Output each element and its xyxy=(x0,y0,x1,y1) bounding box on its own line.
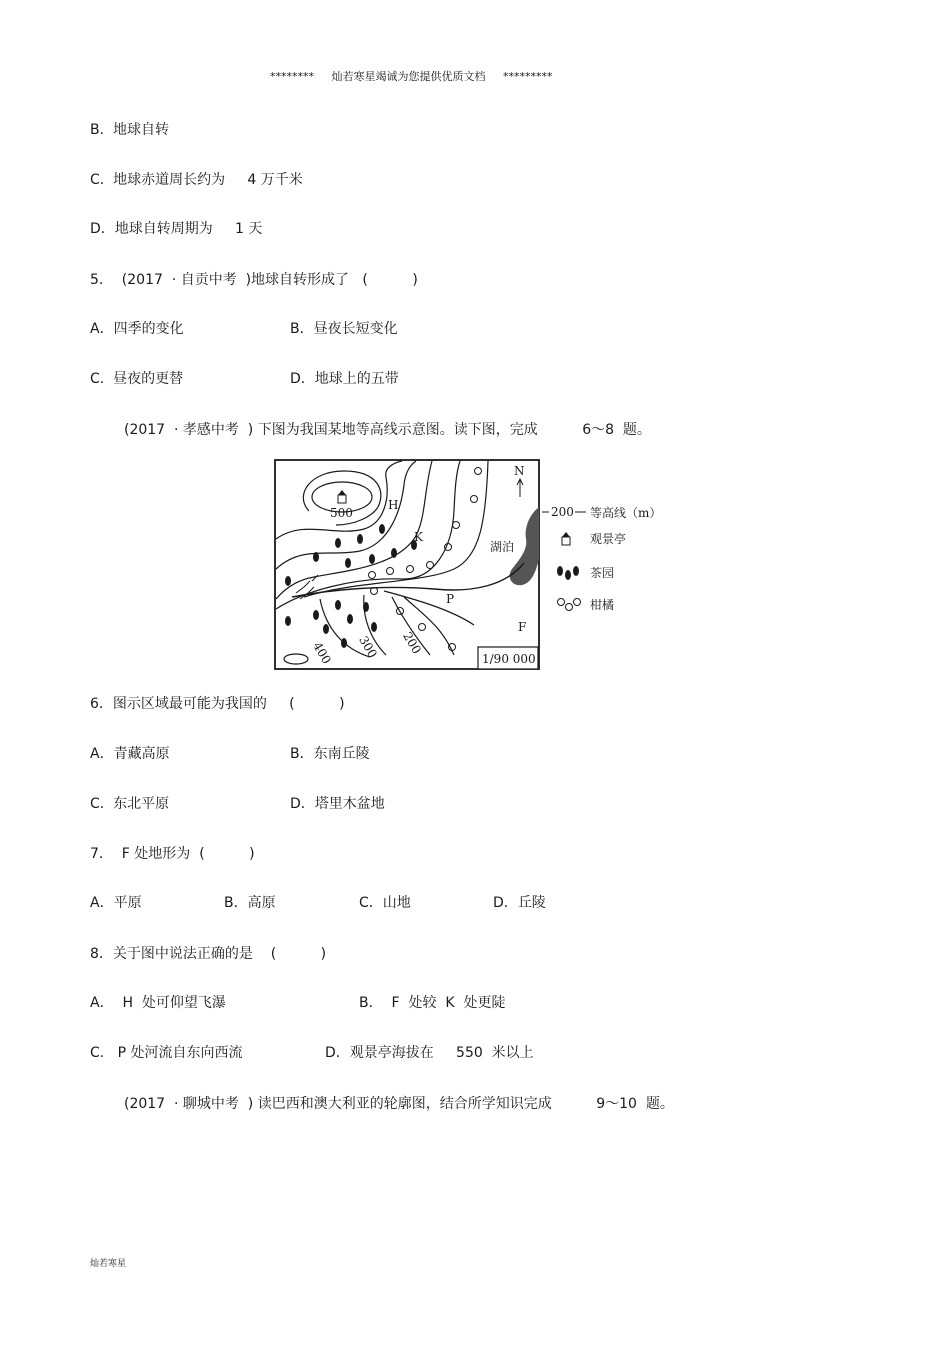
legend-tea-icon xyxy=(557,566,579,580)
label-f: F xyxy=(518,620,527,634)
q6-option-a: A．青藏高原 xyxy=(90,746,170,762)
question-8: 8．关于图中说法正确的是 ( ) xyxy=(90,946,327,962)
north-label: N xyxy=(514,464,525,478)
q6-option-d: D．塔里木盆地 xyxy=(290,796,385,812)
q6-option-c: C. 东北平原 xyxy=(90,796,170,812)
legend-contour-label: 等高线（m） xyxy=(590,506,662,520)
label-h: H xyxy=(388,498,399,512)
intro-9-10: (2017 · 聊城中考 ) 读巴西和澳大利亚的轮廓图，结合所学知识完成 9～10 题。 xyxy=(124,1096,674,1112)
citrus-symbols xyxy=(369,468,482,651)
label-p: P xyxy=(446,592,455,606)
pavilion-icon xyxy=(338,490,346,503)
contour-map-svg xyxy=(274,459,674,672)
page-footer: 灿若寒星 xyxy=(90,1259,127,1269)
contour-label-500: 500 xyxy=(330,506,353,520)
header-stars-left: ******** xyxy=(270,70,314,83)
q5-option-d: D．地球上的五带 xyxy=(290,371,399,387)
contour-map xyxy=(274,459,674,672)
contour-label-300: 300 xyxy=(356,633,380,661)
question-6: 6．图示区域最可能为我国的 ( ) xyxy=(90,696,345,712)
intro-6-8: (2017 · 孝感中考 ) 下图为我国某地等高线示意图。读下图，完成 6～8 题。 xyxy=(124,422,651,438)
q7-option-b: B．高原 xyxy=(224,895,276,911)
contour-label-200: 200 xyxy=(400,629,424,657)
scale-label: 1/90 000 xyxy=(482,652,536,666)
page-header xyxy=(270,68,552,84)
q8-option-b: B． F 处较 K 处更陡 xyxy=(359,995,506,1011)
legend-contour-value: 200 xyxy=(551,505,574,519)
legend-tea-label: 茶园 xyxy=(590,566,615,580)
legend-citrus-label: 柑橘 xyxy=(590,598,615,612)
option-5b-prev: B. 地球自转 xyxy=(90,122,169,138)
depression-ellipse xyxy=(284,654,308,664)
option-d-prev: D．地球自转周期为 1 天 xyxy=(90,221,263,237)
label-k: K xyxy=(414,530,423,544)
header-stars-right: ********* xyxy=(502,70,553,83)
q8-option-a: A． H 处可仰望飞瀑 xyxy=(90,995,226,1011)
q6-option-b: B．东南丘陵 xyxy=(290,746,370,762)
option-c-prev: C. 地球赤道周长约为 4 万千米 xyxy=(90,172,303,188)
q5-option-c: C. 昼夜的更替 xyxy=(90,371,184,387)
q7-option-a: A．平原 xyxy=(90,895,142,911)
question-5: 5． (2017 · 自贡中考 )地球自转形成了 ( ) xyxy=(90,272,418,288)
question-7: 7． F 处地形为 ( ) xyxy=(90,846,255,862)
legend-citrus-icon xyxy=(558,599,581,611)
q7-option-d: D．丘陵 xyxy=(493,895,546,911)
q5-option-b: B．昼夜长短变化 xyxy=(290,321,398,337)
q8-option-d: D．观景亭海拔在 550 米以上 xyxy=(325,1045,534,1061)
contour-line-5 xyxy=(304,461,488,597)
legend-pavilion-icon xyxy=(562,532,570,545)
q8-option-c: C. P 处河流自东向西流 xyxy=(90,1045,243,1061)
q5-option-a: A．四季的变化 xyxy=(90,321,184,337)
header-title: 灿若寒星竭诚为您提供优质文档 xyxy=(331,70,486,83)
legend-pavilion-label: 观景亭 xyxy=(590,532,627,546)
q7-option-c: C．山地 xyxy=(359,895,411,911)
contour-label-400: 400 xyxy=(310,639,334,667)
label-lake: 湖泊 xyxy=(490,540,515,554)
